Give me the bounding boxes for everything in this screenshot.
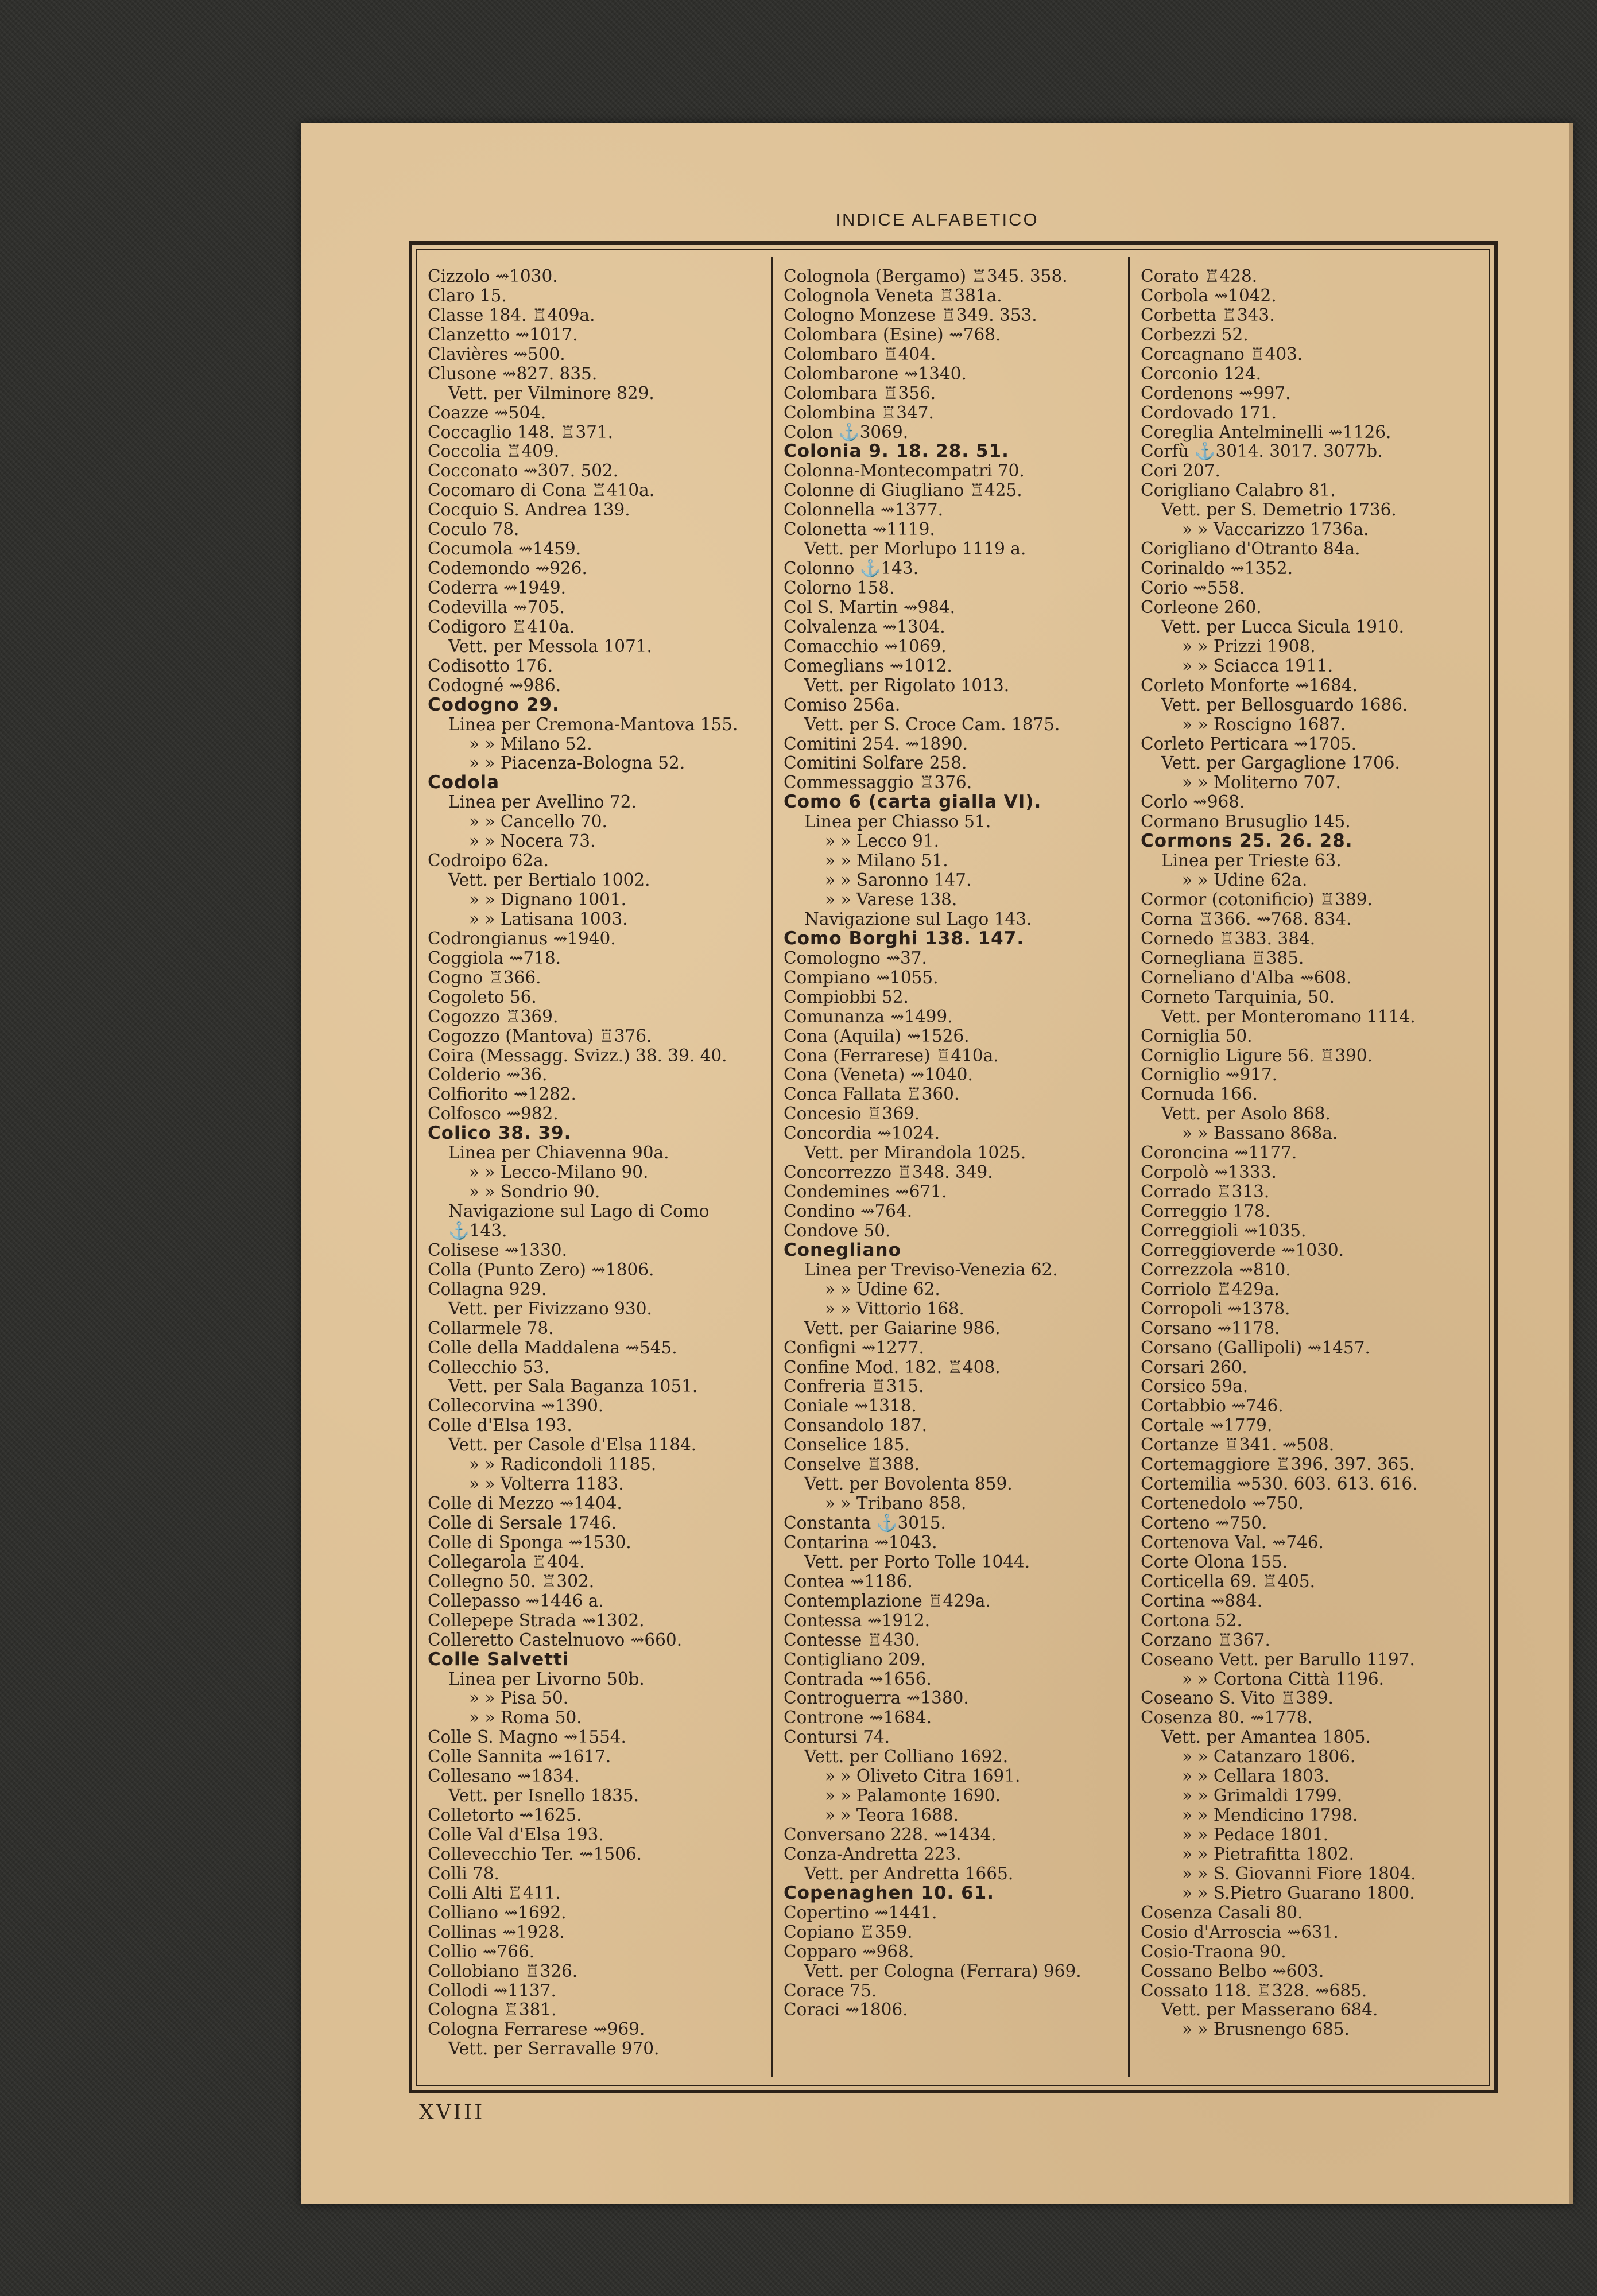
index-entry: Cormons 25. 26. 28. bbox=[1141, 832, 1353, 852]
column-separator-1 bbox=[771, 257, 773, 2077]
index-entry: » » Sciacca 1911. bbox=[1182, 656, 1334, 676]
index-entry: Comitini Solfare 258. bbox=[784, 754, 967, 773]
index-entry: Corrado ♖313. bbox=[1141, 1182, 1270, 1202]
index-entry: Collecchio 53. bbox=[428, 1358, 550, 1377]
index-entry: Conegliano bbox=[784, 1240, 901, 1261]
index-entry: Codevilla ⇝705. bbox=[428, 598, 565, 617]
index-entry: Corte Olona 155. bbox=[1141, 1552, 1288, 1572]
index-entry: Collepasso ⇝1446 a. bbox=[428, 1591, 604, 1611]
index-entry: Linea per Treviso-Venezia 62. bbox=[804, 1260, 1058, 1279]
index-entry: Cordenons ⇝997. bbox=[1141, 383, 1291, 403]
column-separator-2 bbox=[1128, 257, 1130, 2077]
index-entry: Colon ⚓3069. bbox=[784, 422, 909, 442]
index-entry: Corriolo ♖429a. bbox=[1141, 1279, 1280, 1299]
index-entry: Vett. per Isnello 1835. bbox=[448, 1786, 639, 1806]
index-entry: Col S. Martin ⇝984. bbox=[784, 598, 956, 617]
index-entry: Colonno ⚓143. bbox=[784, 559, 919, 579]
index-entry: Colorno 158. bbox=[784, 579, 895, 598]
index-entry: Copenaghen 10. 61. bbox=[784, 1883, 995, 1903]
index-entry: Condino ⇝764. bbox=[784, 1202, 913, 1221]
index-entry: Cologna Ferrarese ⇝969. bbox=[428, 2020, 645, 2039]
index-entry: Linea per Livorno 50b. bbox=[448, 1669, 645, 1689]
index-entry: Cosio-Traona 90. bbox=[1141, 1942, 1286, 1961]
index-entry: Colli 78. bbox=[428, 1864, 499, 1883]
index-entry: Linea per Cremona-Mantova 155. bbox=[448, 715, 738, 734]
page-right-edge bbox=[1569, 123, 1573, 2204]
index-entry: Clanzetto ⇝1017. bbox=[428, 325, 578, 344]
index-entry: Como 6 (carta gialla VI). bbox=[784, 793, 1042, 813]
index-entry: Colle Salvetti bbox=[428, 1650, 569, 1670]
index-entry: Condemines ⇝671. bbox=[784, 1182, 947, 1202]
index-entry: Contemplazione ♖429a. bbox=[784, 1591, 991, 1611]
index-entry: Vett. per Sala Baganza 1051. bbox=[448, 1377, 698, 1397]
index-entry: Colognola (Bergamo) ♖345. 358. bbox=[784, 267, 1068, 286]
index-entry: Vett. per Cologna (Ferrara) 969. bbox=[804, 1961, 1082, 1981]
index-entry: Contigliano 209. bbox=[784, 1650, 926, 1669]
index-entry: Collegarola ♖404. bbox=[428, 1552, 585, 1572]
index-entry: Vett. per Lucca Sicula 1910. bbox=[1161, 617, 1404, 637]
index-entry: Navigazione sul Lago di Como bbox=[448, 1202, 710, 1221]
index-entry: Correggio 178. bbox=[1141, 1202, 1271, 1221]
index-entry: Corropoli ⇝1378. bbox=[1141, 1299, 1290, 1318]
index-entry: » » Latisana 1003. bbox=[469, 909, 628, 929]
index-entry: » » Lecco 91. bbox=[825, 832, 939, 851]
index-entry: Cortabbio ⇝746. bbox=[1141, 1397, 1284, 1416]
index-entry: Codroipo 62a. bbox=[428, 851, 549, 871]
index-entry: Collesano ⇝1834. bbox=[428, 1767, 580, 1786]
index-entry: Vett. per Rigolato 1013. bbox=[804, 676, 1010, 695]
index-entry: Corniglio ⇝917. bbox=[1141, 1065, 1278, 1085]
index-entry: » » Mendicino 1798. bbox=[1182, 1806, 1358, 1825]
index-entry: Colfiorito ⇝1282. bbox=[428, 1085, 576, 1104]
index-entry: Vett. per Bovolenta 859. bbox=[804, 1475, 1013, 1494]
index-entry: Colle d'Elsa 193. bbox=[428, 1416, 572, 1436]
index-entry: Claro 15. bbox=[428, 286, 507, 305]
index-entry: Corato ♖428. bbox=[1141, 267, 1258, 286]
index-entry: » » S.Pietro Guarano 1800. bbox=[1182, 1883, 1415, 1903]
index-entry: Corleone 260. bbox=[1141, 598, 1262, 617]
index-entry: Corigliano d'Otranto 84a. bbox=[1141, 540, 1360, 559]
index-entry: Codrongianus ⇝1940. bbox=[428, 929, 616, 948]
index-entry: Classe 184. ♖409a. bbox=[428, 305, 595, 325]
index-entry: Cosenza Casali 80. bbox=[1141, 1903, 1303, 1922]
index-entry: Controne ⇝1684. bbox=[784, 1708, 932, 1728]
index-entry: Conversano 228. ⇝1434. bbox=[784, 1825, 997, 1844]
index-entry: Linea per Chiasso 51. bbox=[804, 812, 991, 832]
index-entry: Colla (Punto Zero) ⇝1806. bbox=[428, 1260, 654, 1279]
index-entry: Colliano ⇝1692. bbox=[428, 1903, 567, 1922]
index-entry: Vett. per Bellosguardo 1686. bbox=[1161, 695, 1408, 715]
index-entry: Corneliano d'Alba ⇝608. bbox=[1141, 968, 1352, 987]
index-entry: Correzzola ⇝810. bbox=[1141, 1260, 1291, 1279]
index-entry: » » Palamonte 1690. bbox=[825, 1786, 1001, 1806]
index-entry: Codigoro ♖410a. bbox=[428, 617, 575, 637]
index-entry: Cogno ♖366. bbox=[428, 968, 541, 987]
index-entry: » » Vaccarizzo 1736a. bbox=[1182, 520, 1369, 540]
index-entry: Codogno 29. bbox=[428, 695, 560, 715]
index-entry: Corticella 69. ♖405. bbox=[1141, 1572, 1315, 1591]
index-column-2 bbox=[784, 267, 1123, 2075]
index-entry: Corbezzi 52. bbox=[1141, 325, 1249, 344]
index-entry: Coseano S. Vito ♖389. bbox=[1141, 1689, 1334, 1708]
index-entry: » » Brusnengo 685. bbox=[1182, 2020, 1350, 2039]
index-entry: » » Pisa 50. bbox=[469, 1689, 569, 1708]
index-entry: » » Saronno 147. bbox=[825, 871, 972, 890]
index-entry: Corsari 260. bbox=[1141, 1358, 1247, 1377]
index-entry: Conselve ♖388. bbox=[784, 1455, 920, 1475]
index-entry: » » S. Giovanni Fiore 1804. bbox=[1182, 1864, 1416, 1883]
index-entry: Collodi ⇝1137. bbox=[428, 1981, 556, 2000]
index-entry: » » Udine 62a. bbox=[1182, 871, 1308, 890]
index-entry: Configni ⇝1277. bbox=[784, 1338, 924, 1358]
index-entry: » » Radicondoli 1185. bbox=[469, 1455, 657, 1475]
index-entry: Collecorvina ⇝1390. bbox=[428, 1397, 604, 1416]
index-entry: Cona (Ferrarese) ♖410a. bbox=[784, 1046, 999, 1065]
index-entry: Colico 38. 39. bbox=[428, 1124, 572, 1144]
index-entry: Consandolo 187. bbox=[784, 1416, 927, 1436]
index-entry: Cornuda 166. bbox=[1141, 1085, 1258, 1104]
index-entry: Corteno ⇝750. bbox=[1141, 1514, 1267, 1533]
index-entry: » » Cellara 1803. bbox=[1182, 1767, 1329, 1786]
index-entry: » » Bassano 868a. bbox=[1182, 1124, 1338, 1143]
index-entry: » » Teora 1688. bbox=[825, 1806, 959, 1825]
index-entry: Cona (Veneta) ⇝1040. bbox=[784, 1065, 973, 1085]
index-entry: Corio ⇝558. bbox=[1141, 579, 1245, 598]
index-entry: ⚓143. bbox=[448, 1221, 507, 1240]
index-entry: » » Pedace 1801. bbox=[1182, 1825, 1329, 1844]
index-entry: Cocconato ⇝307. 502. bbox=[428, 461, 619, 481]
index-entry: Vett. per Amantea 1805. bbox=[1161, 1728, 1371, 1747]
index-entry: Cogozzo (Mantova) ♖376. bbox=[428, 1026, 652, 1046]
page-number: XVIII bbox=[419, 2101, 485, 2124]
index-entry: Corinaldo ⇝1352. bbox=[1141, 559, 1293, 579]
index-entry: Corconio 124. bbox=[1141, 364, 1261, 383]
index-entry: Conselice 185. bbox=[784, 1436, 910, 1455]
index-entry: Coreglia Antelminelli ⇝1126. bbox=[1141, 422, 1391, 442]
index-entry: Controguerra ⇝1380. bbox=[784, 1689, 969, 1708]
index-entry: » » Sondrio 90. bbox=[469, 1182, 600, 1202]
index-entry: Cormor (cotonificio) ♖389. bbox=[1141, 890, 1373, 909]
index-entry: Contarina ⇝1043. bbox=[784, 1533, 937, 1552]
index-entry: Linea per Avellino 72. bbox=[448, 793, 637, 812]
index-entry: » » Milano 52. bbox=[469, 734, 592, 754]
index-entry: Cornegliana ♖385. bbox=[1141, 948, 1304, 968]
index-entry: Vett. per S. Demetrio 1736. bbox=[1161, 501, 1397, 520]
index-entry: » » Grimaldi 1799. bbox=[1182, 1786, 1343, 1806]
index-entry: Cornedo ♖383. 384. bbox=[1141, 929, 1316, 948]
index-entry: Colli Alti ♖411. bbox=[428, 1883, 561, 1903]
index-entry: Cortemilia ⇝530. 603. 613. 616. bbox=[1141, 1475, 1418, 1494]
index-entry: » » Roscigno 1687. bbox=[1182, 715, 1346, 734]
index-entry: » » Vittorio 168. bbox=[825, 1299, 964, 1318]
index-entry: Cortale ⇝1779. bbox=[1141, 1416, 1273, 1436]
index-entry: Colvalenza ⇝1304. bbox=[784, 617, 945, 637]
index-entry: Colombara (Esine) ⇝768. bbox=[784, 325, 1001, 344]
index-entry: Copparo ⇝968. bbox=[784, 1942, 914, 1961]
index-entry: Collarmele 78. bbox=[428, 1318, 554, 1338]
index-entry: Corlo ⇝968. bbox=[1141, 793, 1245, 812]
index-entry: Correggioverde ⇝1030. bbox=[1141, 1240, 1344, 1260]
index-entry: Colonna-Montecompatri 70. bbox=[784, 461, 1025, 481]
index-entry: Corbola ⇝1042. bbox=[1141, 286, 1277, 305]
index-entry: Colle della Maddalena ⇝545. bbox=[428, 1338, 677, 1358]
index-entry: Cordovado 171. bbox=[1141, 403, 1277, 422]
index-entry: Confine Mod. 182. ♖408. bbox=[784, 1358, 1001, 1377]
index-entry: Colonnella ⇝1377. bbox=[784, 501, 943, 520]
index-entry: Corsano (Gallipoli) ⇝1457. bbox=[1141, 1338, 1370, 1358]
index-entry: Colderio ⇝36. bbox=[428, 1065, 548, 1085]
index-entry: » » Roma 50. bbox=[469, 1708, 582, 1728]
index-entry: Coccaglio 148. ♖371. bbox=[428, 422, 614, 442]
index-entry: » » Tribano 858. bbox=[825, 1494, 967, 1514]
index-entry: Concordia ⇝1024. bbox=[784, 1124, 940, 1143]
index-entry: Concesio ♖369. bbox=[784, 1104, 920, 1124]
index-entry: Cogoleto 56. bbox=[428, 987, 537, 1007]
index-entry: Codogné ⇝986. bbox=[428, 676, 561, 695]
index-entry: Cocumola ⇝1459. bbox=[428, 540, 582, 559]
index-entry: Corfù ⚓3014. 3017. 3077b. bbox=[1141, 442, 1383, 461]
index-entry: Comacchio ⇝1069. bbox=[784, 637, 947, 656]
index-entry: Corace 75. bbox=[784, 1981, 877, 2000]
index-entry: Cosenza 80. ⇝1778. bbox=[1141, 1708, 1313, 1728]
index-entry: Vett. per Gaiarine 986. bbox=[804, 1318, 1001, 1338]
index-entry: » » Lecco-Milano 90. bbox=[469, 1163, 649, 1182]
index-entry: Colletorto ⇝1625. bbox=[428, 1806, 582, 1825]
index-entry: Colleretto Castelnuovo ⇝660. bbox=[428, 1630, 683, 1650]
index-entry: Corniglia 50. bbox=[1141, 1026, 1253, 1046]
index-entry: Cogozzo ♖369. bbox=[428, 1007, 559, 1026]
index-entry: Constanta ⚓3015. bbox=[784, 1514, 946, 1533]
index-entry: Corna ♖366. ⇝768. 834. bbox=[1141, 909, 1352, 929]
index-entry: Copertino ⇝1441. bbox=[784, 1903, 937, 1922]
index-entry: Coderra ⇝1949. bbox=[428, 579, 567, 598]
index-entry: » » Dignano 1001. bbox=[469, 890, 626, 909]
index-entry: Vett. per Messola 1071. bbox=[448, 637, 652, 656]
index-entry: Comologno ⇝37. bbox=[784, 948, 927, 968]
index-entry: Vett. per Asolo 868. bbox=[1161, 1104, 1331, 1124]
index-entry: Collepepe Strada ⇝1302. bbox=[428, 1611, 645, 1630]
index-column-3 bbox=[1141, 267, 1485, 2075]
index-entry: » » Milano 51. bbox=[825, 851, 948, 871]
index-entry: Cosio d'Arroscia ⇝631. bbox=[1141, 1922, 1339, 1942]
index-entry: Correggioli ⇝1035. bbox=[1141, 1221, 1307, 1240]
index-entry: Cocquio S. Andrea 139. bbox=[428, 501, 630, 520]
index-entry: Corleto Perticara ⇝1705. bbox=[1141, 734, 1357, 754]
index-entry: Vett. per Morlupo 1119 a. bbox=[804, 540, 1026, 559]
index-entry: Colognola Veneta ♖381a. bbox=[784, 286, 1002, 305]
index-entry: Corneto Tarquinia, 50. bbox=[1141, 987, 1335, 1007]
index-entry: Coraci ⇝1806. bbox=[784, 2000, 908, 2020]
index-entry: Contea ⇝1186. bbox=[784, 1572, 913, 1591]
index-page bbox=[301, 123, 1573, 2204]
index-entry: Coccolia ♖409. bbox=[428, 442, 560, 461]
index-entry: Colonne di Giugliano ♖425. bbox=[784, 481, 1022, 501]
index-entry: Vett. per Gargaglione 1706. bbox=[1161, 754, 1400, 773]
index-entry: Corpolò ⇝1333. bbox=[1141, 1163, 1277, 1182]
index-entry: Cortenova Val. ⇝746. bbox=[1141, 1533, 1324, 1552]
index-entry: » » Varese 138. bbox=[825, 890, 958, 909]
index-entry: Colonetta ⇝1119. bbox=[784, 520, 935, 540]
index-entry: Vett. per Vilminore 829. bbox=[448, 383, 654, 403]
index-entry: Vett. per Colliano 1692. bbox=[804, 1747, 1009, 1767]
index-entry: Vett. per Monteromano 1114. bbox=[1161, 1007, 1416, 1026]
index-entry: Cortina ⇝884. bbox=[1141, 1591, 1263, 1611]
index-entry: Comeglians ⇝1012. bbox=[784, 656, 952, 676]
index-entry: Confreria ♖315. bbox=[784, 1377, 924, 1397]
index-entry: Collevecchio Ter. ⇝1506. bbox=[428, 1844, 642, 1864]
index-entry: Vett. per S. Croce Cam. 1875. bbox=[804, 715, 1060, 734]
index-entry: Cocomaro di Cona ♖410a. bbox=[428, 481, 655, 501]
index-entry: Compiobbi 52. bbox=[784, 987, 909, 1007]
index-entry: Coseano Vett. per Barullo 1197. bbox=[1141, 1650, 1415, 1669]
index-entry: Vett. per Casole d'Elsa 1184. bbox=[448, 1436, 697, 1455]
index-entry: Clusone ⇝827. 835. bbox=[428, 364, 598, 383]
index-entry: Codola bbox=[428, 773, 500, 793]
index-entry: Vett. per Andretta 1665. bbox=[804, 1864, 1014, 1883]
index-entry: Coggiola ⇝718. bbox=[428, 948, 561, 968]
index-entry: Cologna ♖381. bbox=[428, 2000, 557, 2020]
index-entry: » » Catanzaro 1806. bbox=[1182, 1747, 1356, 1767]
index-entry: Coazze ⇝504. bbox=[428, 403, 546, 422]
index-entry: Collio ⇝766. bbox=[428, 1942, 535, 1961]
index-entry: Cortemaggiore ♖396. 397. 365. bbox=[1141, 1455, 1415, 1475]
index-entry: Cona (Aquila) ⇝1526. bbox=[784, 1026, 970, 1046]
index-entry: Colonia 9. 18. 28. 51. bbox=[784, 442, 1009, 462]
index-entry: » » Udine 62. bbox=[825, 1279, 940, 1299]
index-entry: Cormano Brusuglio 145. bbox=[1141, 812, 1351, 832]
index-entry: Commessaggio ♖376. bbox=[784, 773, 972, 793]
index-entry: Collegno 50. ♖302. bbox=[428, 1572, 595, 1591]
index-entry: Collinas ⇝1928. bbox=[428, 1922, 565, 1942]
index-entry: Conca Fallata ♖360. bbox=[784, 1085, 960, 1104]
index-entry: » » Cortona Città 1196. bbox=[1182, 1669, 1384, 1689]
index-entry: Navigazione sul Lago 143. bbox=[804, 909, 1032, 929]
index-entry: Vett. per Masserano 684. bbox=[1161, 2000, 1378, 2020]
index-entry: Concorrezzo ♖348. 349. bbox=[784, 1163, 993, 1182]
index-entry: Corsico 59a. bbox=[1141, 1377, 1249, 1397]
index-entry: Copiano ♖359. bbox=[784, 1922, 913, 1942]
index-entry: Cortenedolo ⇝750. bbox=[1141, 1494, 1304, 1514]
index-entry: Corbetta ♖343. bbox=[1141, 305, 1275, 325]
index-entry: Colfosco ⇝982. bbox=[428, 1104, 559, 1124]
index-entry: Colle Val d'Elsa 193. bbox=[428, 1825, 604, 1844]
index-entry: Cortanze ♖341. ⇝508. bbox=[1141, 1436, 1335, 1455]
index-entry: Collagna 929. bbox=[428, 1279, 547, 1299]
index-entry: Vett. per Porto Tolle 1044. bbox=[804, 1552, 1030, 1572]
page-header-title: INDICE ALFABETICO bbox=[835, 210, 1039, 230]
index-entry: Colle S. Magno ⇝1554. bbox=[428, 1728, 626, 1747]
index-entry: Corcagnano ♖403. bbox=[1141, 344, 1303, 364]
index-entry: Contrada ⇝1656. bbox=[784, 1669, 932, 1689]
index-entry: Comitini 254. ⇝1890. bbox=[784, 734, 968, 754]
index-entry: Como Borghi 138. 147. bbox=[784, 929, 1025, 949]
index-entry: Corigliano Calabro 81. bbox=[1141, 481, 1336, 501]
index-entry: Corniglio Ligure 56. ♖390. bbox=[1141, 1046, 1373, 1065]
index-entry: Coniale ⇝1318. bbox=[784, 1397, 917, 1416]
index-entry: Corzano ♖367. bbox=[1141, 1630, 1270, 1650]
index-entry: Codemondo ⇝926. bbox=[428, 559, 587, 579]
index-entry: » » Volterra 1183. bbox=[469, 1475, 624, 1494]
index-entry: Colombara ♖356. bbox=[784, 383, 936, 403]
index-entry: Corleto Monforte ⇝1684. bbox=[1141, 676, 1358, 695]
index-entry: » » Prizzi 1908. bbox=[1182, 637, 1316, 656]
index-entry: » » Moliterno 707. bbox=[1182, 773, 1341, 793]
index-entry: Colombina ♖347. bbox=[784, 403, 934, 422]
index-entry: Cortona 52. bbox=[1141, 1611, 1242, 1630]
index-entry: Cossano Belbo ⇝603. bbox=[1141, 1961, 1324, 1981]
index-entry: Linea per Trieste 63. bbox=[1161, 851, 1342, 871]
index-entry: Coculo 78. bbox=[428, 520, 520, 540]
index-column-1 bbox=[428, 267, 766, 2075]
index-entry: Clavières ⇝500. bbox=[428, 344, 565, 364]
index-entry: Colombarone ⇝1340. bbox=[784, 364, 967, 383]
index-entry: Comiso 256a. bbox=[784, 695, 901, 715]
index-entry: Vett. per Fivizzano 930. bbox=[448, 1299, 652, 1318]
index-entry: Cossato 118. ♖328. ⇝685. bbox=[1141, 1981, 1367, 2000]
index-entry: Cori 207. bbox=[1141, 461, 1220, 481]
index-entry: Contursi 74. bbox=[784, 1728, 890, 1747]
index-entry: » » Piacenza-Bologna 52. bbox=[469, 754, 685, 773]
index-entry: Colle di Mezzo ⇝1404. bbox=[428, 1494, 622, 1514]
index-entry: Corsano ⇝1178. bbox=[1141, 1318, 1280, 1338]
index-entry: » » Oliveto Citra 1691. bbox=[825, 1767, 1021, 1786]
index-entry: » » Cancello 70. bbox=[469, 812, 607, 832]
index-entry: Vett. per Mirandola 1025. bbox=[804, 1143, 1026, 1163]
index-entry: Coira (Messagg. Svizz.) 38. 39. 40. bbox=[428, 1046, 727, 1065]
index-entry: Cizzolo ⇝1030. bbox=[428, 267, 558, 286]
index-entry: Codisotto 176. bbox=[428, 656, 553, 676]
index-entry: » » Pietrafitta 1802. bbox=[1182, 1844, 1354, 1864]
index-entry: Comunanza ⇝1499. bbox=[784, 1007, 953, 1026]
index-entry: Cologno Monzese ♖349. 353. bbox=[784, 305, 1037, 325]
index-entry: Contessa ⇝1912. bbox=[784, 1611, 931, 1630]
index-entry: Coroncina ⇝1177. bbox=[1141, 1143, 1297, 1163]
index-entry: Vett. per Serravalle 970. bbox=[448, 2039, 660, 2059]
index-entry: Colle di Sponga ⇝1530. bbox=[428, 1533, 631, 1552]
index-entry: Colombaro ♖404. bbox=[784, 344, 936, 364]
index-entry: Linea per Chiavenna 90a. bbox=[448, 1143, 669, 1163]
index-entry: » » Nocera 73. bbox=[469, 832, 596, 851]
index-entry: Contesse ♖430. bbox=[784, 1630, 920, 1650]
index-entry: Conza-Andretta 223. bbox=[784, 1844, 962, 1864]
index-entry: Vett. per Bertialo 1002. bbox=[448, 871, 650, 890]
index-entry: Colisese ⇝1330. bbox=[428, 1240, 567, 1260]
index-entry: Condove 50. bbox=[784, 1221, 891, 1240]
index-entry: Colle Sannita ⇝1617. bbox=[428, 1747, 611, 1767]
index-entry: Colle di Sersale 1746. bbox=[428, 1514, 617, 1533]
index-entry: Compiano ⇝1055. bbox=[784, 968, 939, 987]
index-entry: Collobiano ♖326. bbox=[428, 1961, 578, 1981]
